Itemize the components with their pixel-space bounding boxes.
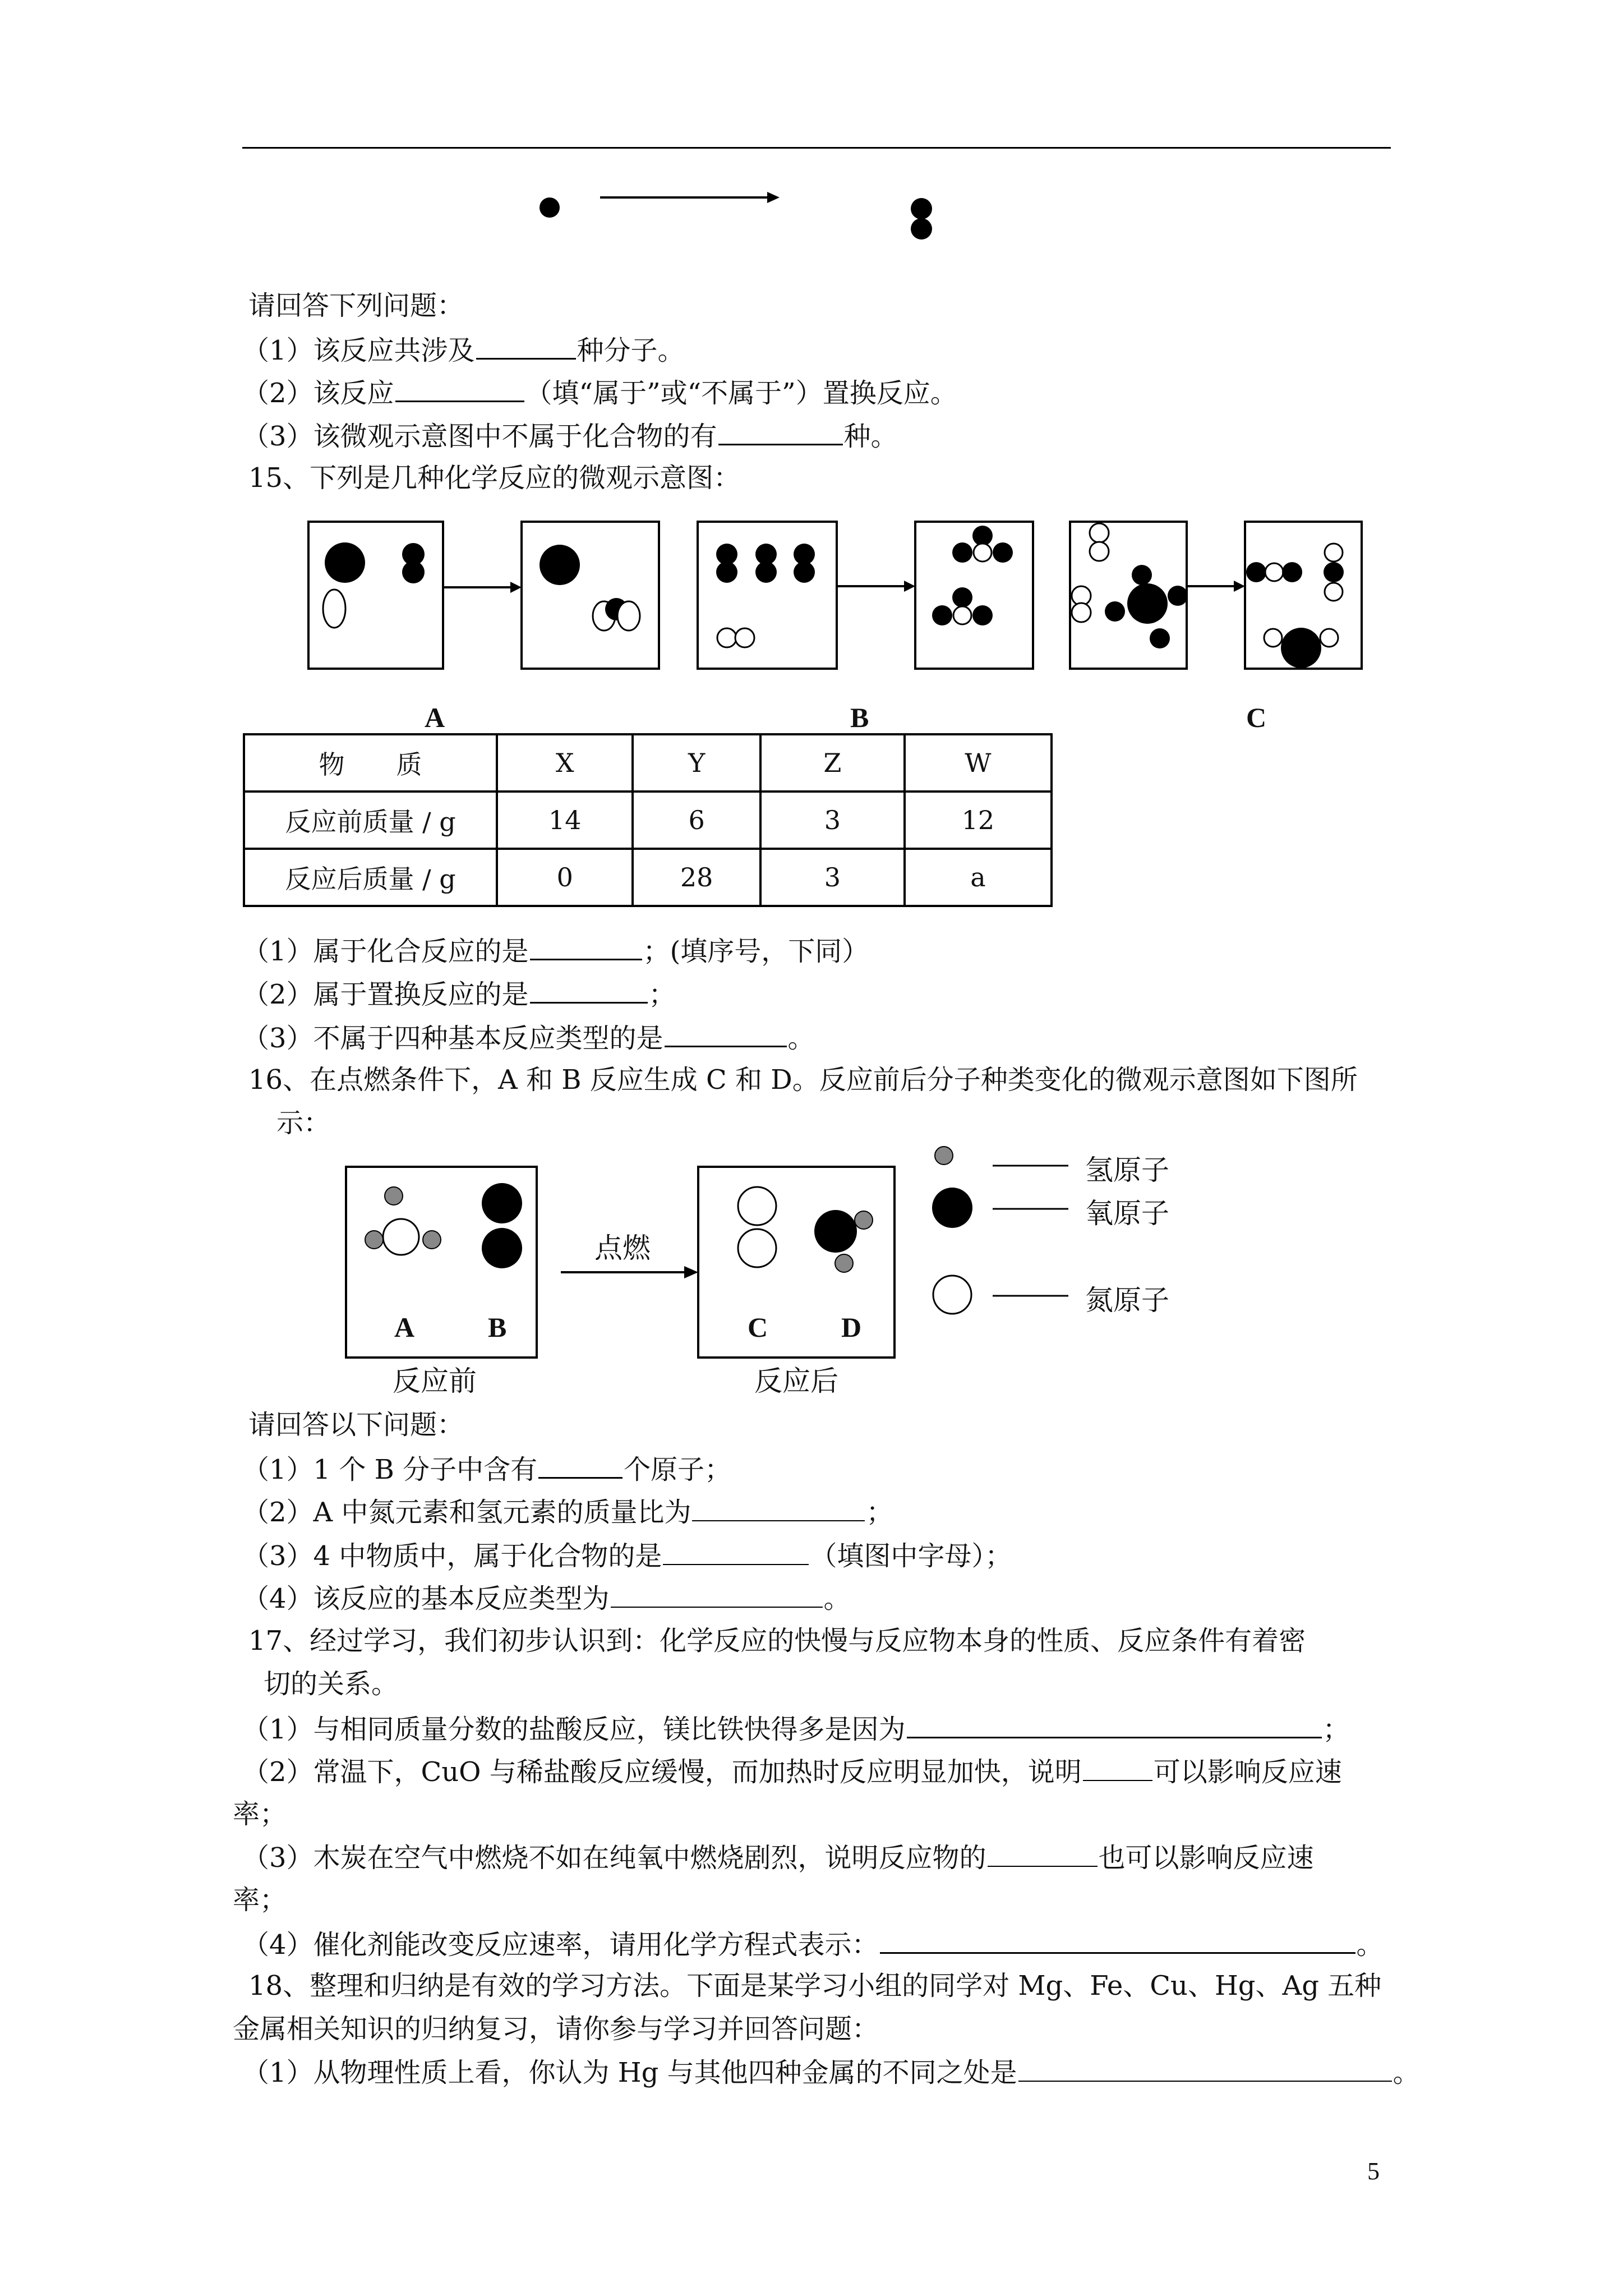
text: 。 bbox=[1356, 1929, 1384, 1961]
box-label-a: A bbox=[394, 1312, 415, 1343]
text: （3）该微观示意图中不属于化合物的有 bbox=[242, 421, 717, 452]
text: ； bbox=[1322, 1714, 1350, 1745]
text: （4）催化剂能改变反应速率，请用化学方程式表示： bbox=[242, 1929, 879, 1961]
text: ； bbox=[648, 979, 676, 1010]
text: （填“属于”或“不属于”）置换反应。 bbox=[525, 378, 957, 409]
q15-sub-1 bbox=[242, 933, 869, 968]
top-question-1 bbox=[242, 332, 685, 367]
q17-title: 17、经过学习，我们初步认识到：化学反应的快慢与反应物本身的性质、反应条件有着密 bbox=[248, 1625, 1306, 1657]
answer-blank[interactable] bbox=[1018, 2055, 1392, 2082]
answer-blank[interactable] bbox=[1083, 1754, 1152, 1781]
box-label-b: B bbox=[488, 1312, 507, 1343]
q15-sub-2 bbox=[242, 976, 676, 1011]
q18-title: 18、整理和归纳是有效的学习方法。下面是某学习小组的同学对 Mg、Fe、Cu、Hg、Ag 五种 bbox=[248, 1970, 1382, 2001]
table-cell: 3 bbox=[760, 849, 905, 906]
table-cell: 物 质 bbox=[244, 734, 497, 792]
q17-sub-1 bbox=[242, 1711, 1350, 1746]
box-label-c: C bbox=[748, 1312, 768, 1343]
text: （2）常温下，CuO 与稀盐酸反应缓慢，而加热时反应明显加快，说明 bbox=[242, 1756, 1082, 1788]
answer-blank[interactable] bbox=[718, 418, 843, 445]
q16-sub-4 bbox=[242, 1581, 851, 1616]
answer-blank[interactable] bbox=[530, 976, 648, 1004]
q17-sub-4 bbox=[242, 1926, 1384, 1962]
q15-label-c: C bbox=[1246, 702, 1267, 733]
table-cell: X bbox=[497, 734, 633, 792]
table-cell: 0 bbox=[497, 849, 633, 906]
page-number: 5 bbox=[1367, 2157, 1380, 2185]
q18-title-cont: 金属相关知识的归纳复习，请你参与学习并回答问题： bbox=[233, 2013, 879, 2045]
answer-blank[interactable] bbox=[395, 375, 524, 402]
text: （3）木炭在空气中燃烧不如在纯氧中燃烧剧烈，说明反应物的 bbox=[242, 1842, 986, 1874]
q15-diagram-c bbox=[1070, 522, 1362, 669]
top-question-2 bbox=[242, 375, 957, 410]
text: 种。 bbox=[843, 421, 898, 452]
legend-oxygen: 氧原子 bbox=[1085, 1197, 1169, 1230]
text: 。 bbox=[1393, 2057, 1420, 2088]
table-cell: 3 bbox=[760, 792, 905, 849]
answer-blank[interactable] bbox=[880, 1926, 1355, 1954]
top-question-3 bbox=[242, 418, 898, 453]
q16-sub-1 bbox=[242, 1451, 731, 1487]
before-caption: 反应前 bbox=[393, 1365, 477, 1397]
q16-intro: 请回答以下问题： bbox=[248, 1409, 464, 1441]
q15-diagram-b bbox=[698, 522, 1033, 669]
text: 。 bbox=[823, 1583, 851, 1614]
q18-sub-1 bbox=[242, 2055, 1420, 2090]
q16-sub-2 bbox=[242, 1494, 893, 1529]
text: 可以影响反应速 bbox=[1153, 1756, 1342, 1788]
legend-hydrogen: 氢原子 bbox=[1085, 1154, 1169, 1186]
answer-blank[interactable] bbox=[692, 1494, 865, 1521]
q16-sub-3 bbox=[242, 1538, 1012, 1573]
text: 个原子； bbox=[624, 1454, 732, 1485]
q15-label-a: A bbox=[425, 702, 445, 733]
q16-after-box bbox=[698, 1167, 895, 1358]
table-cell: 14 bbox=[497, 792, 633, 849]
text: ； bbox=[866, 1497, 893, 1528]
q16-title-cont: 示： bbox=[276, 1107, 331, 1139]
top-reaction-diagram bbox=[540, 192, 932, 240]
text: （1）1 个 B 分子中含有 bbox=[242, 1454, 538, 1485]
table-cell: W bbox=[905, 734, 1052, 792]
text: （4）该反应的基本反应类型为 bbox=[242, 1583, 610, 1614]
q15-label-b: B bbox=[850, 702, 869, 733]
ignition-arrow bbox=[561, 1266, 698, 1278]
top-intro: 请回答下列问题： bbox=[248, 290, 464, 321]
q17-sub-3 bbox=[242, 1840, 1314, 1875]
table-cell: 6 bbox=[633, 792, 760, 849]
table-cell: a bbox=[905, 849, 1052, 906]
q15-sub-3 bbox=[242, 1020, 815, 1055]
answer-blank[interactable] bbox=[988, 1840, 1098, 1867]
text: ；(填序号，下同） bbox=[643, 936, 869, 967]
text: （1）该反应共涉及 bbox=[242, 335, 475, 366]
q17-sub-3-cont: 率； bbox=[233, 1884, 287, 1916]
table-header-row bbox=[244, 734, 1052, 792]
answer-blank[interactable] bbox=[663, 1538, 809, 1565]
text: （1）与相同质量分数的盐酸反应，镁比铁快得多是因为 bbox=[242, 1714, 906, 1745]
answer-blank[interactable] bbox=[476, 332, 576, 360]
q17-sub-2-cont: 率； bbox=[233, 1798, 287, 1830]
box-label-d: D bbox=[841, 1312, 862, 1343]
text: （1）属于化合反应的是 bbox=[242, 936, 529, 967]
q17-sub-2 bbox=[242, 1754, 1342, 1789]
table-cell: 反应后质量 / g bbox=[244, 849, 497, 906]
q15-title: 15、下列是几种化学反应的微观示意图： bbox=[248, 462, 741, 494]
q15-mass-table bbox=[243, 733, 1053, 907]
q16-title: 16、在点燃条件下，A 和 B 反应生成 C 和 D。反应前后分子种类变化的微观示意图如下图所 bbox=[248, 1064, 1358, 1096]
table-row bbox=[244, 792, 1052, 849]
text: （2）属于置换反应的是 bbox=[242, 979, 529, 1010]
after-caption: 反应后 bbox=[754, 1365, 838, 1397]
text: 也可以影响反应速 bbox=[1098, 1842, 1314, 1874]
answer-blank[interactable] bbox=[611, 1581, 823, 1608]
text: （2）A 中氮元素和氢元素的质量比为 bbox=[242, 1497, 691, 1528]
q15-diagram-a bbox=[308, 522, 659, 669]
text: 种分子。 bbox=[577, 335, 685, 366]
text: （2）该反应 bbox=[242, 378, 394, 409]
table-cell: 28 bbox=[633, 849, 760, 906]
text: （填图中字母）； bbox=[810, 1540, 1012, 1572]
answer-blank[interactable] bbox=[538, 1451, 623, 1479]
table-cell: 反应前质量 / g bbox=[244, 792, 497, 849]
q16-legend-symbols bbox=[932, 1147, 1068, 1314]
text: 。 bbox=[787, 1023, 815, 1054]
ignition-condition: 点燃 bbox=[594, 1232, 651, 1264]
q17-title-cont: 切的关系。 bbox=[264, 1668, 399, 1700]
table-cell: 12 bbox=[905, 792, 1052, 849]
text: （1）从物理性质上看，你认为 Hg 与其他四种金属的不同之处是 bbox=[242, 2057, 1017, 2088]
table-row bbox=[244, 849, 1052, 906]
text: （3）4 中物质中，属于化合物的是 bbox=[242, 1540, 662, 1572]
answer-blank[interactable] bbox=[907, 1711, 1322, 1738]
legend-nitrogen: 氮原子 bbox=[1085, 1284, 1169, 1317]
answer-blank[interactable] bbox=[665, 1020, 787, 1047]
table-cell: Y bbox=[633, 734, 760, 792]
table-cell: Z bbox=[760, 734, 905, 792]
answer-blank[interactable] bbox=[530, 933, 642, 960]
text: （3）不属于四种基本反应类型的是 bbox=[242, 1023, 663, 1054]
q16-before-box bbox=[346, 1167, 537, 1358]
